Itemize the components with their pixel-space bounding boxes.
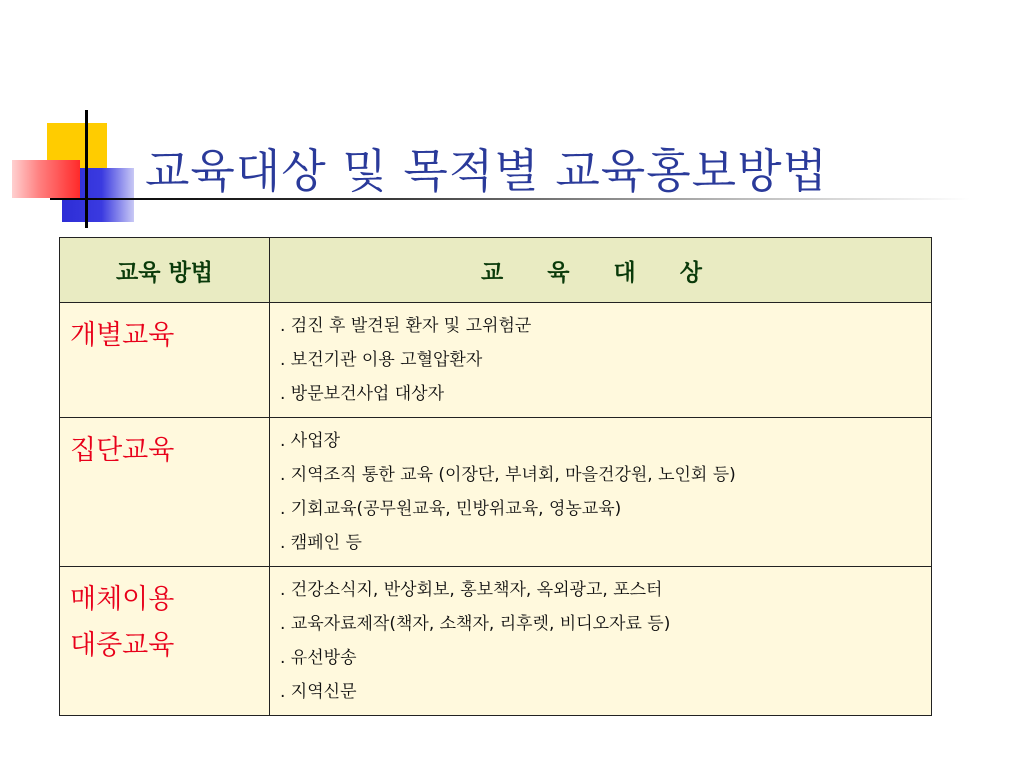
education-method-table xyxy=(59,237,932,716)
method-label: 개별교육 xyxy=(70,320,175,351)
target-item: . 유선방송 xyxy=(280,648,357,668)
table-row xyxy=(60,303,932,418)
target-item: . 지역조직 통한 교육 (이장단, 부녀회, 마을건강원, 노인회 등) xyxy=(280,465,736,485)
target-item: . 캠페인 등 xyxy=(280,533,362,553)
target-cell xyxy=(270,567,932,716)
method-label: 집단교육 xyxy=(70,435,175,466)
method-cell xyxy=(60,418,270,567)
slide-title: 교육대상 및 목적별 교육홍보방법 xyxy=(145,144,828,198)
method-label: 매체이용 xyxy=(70,584,175,615)
method-label: 대중교육 xyxy=(70,630,175,661)
table-row xyxy=(60,567,932,716)
target-item: . 교육자료제작(책자, 소책자, 리후렛, 비디오자료 등) xyxy=(280,614,671,634)
target-cell xyxy=(270,418,932,567)
target-cell xyxy=(270,303,932,418)
target-item: . 사업장 xyxy=(280,431,341,451)
method-cell xyxy=(60,567,270,716)
header-target: 교 육 대 상 xyxy=(270,238,932,303)
decor-red-square xyxy=(12,160,80,198)
target-item: . 방문보건사업 대상자 xyxy=(280,384,445,404)
method-cell xyxy=(60,303,270,418)
target-item: . 지역신문 xyxy=(280,682,357,702)
decor-vertical-line xyxy=(85,110,88,228)
target-item: . 기회교육(공무원교육, 민방위교육, 영농교육) xyxy=(280,499,622,519)
header-method: 교육 방법 xyxy=(60,238,270,303)
table-header-row xyxy=(60,238,932,303)
target-item: . 보건기관 이용 고혈압환자 xyxy=(280,350,483,370)
table-row xyxy=(60,418,932,567)
target-item: . 검진 후 발견된 환자 및 고위험군 xyxy=(280,316,532,336)
target-item: . 건강소식지, 반상회보, 홍보책자, 옥외광고, 포스터 xyxy=(280,580,663,600)
